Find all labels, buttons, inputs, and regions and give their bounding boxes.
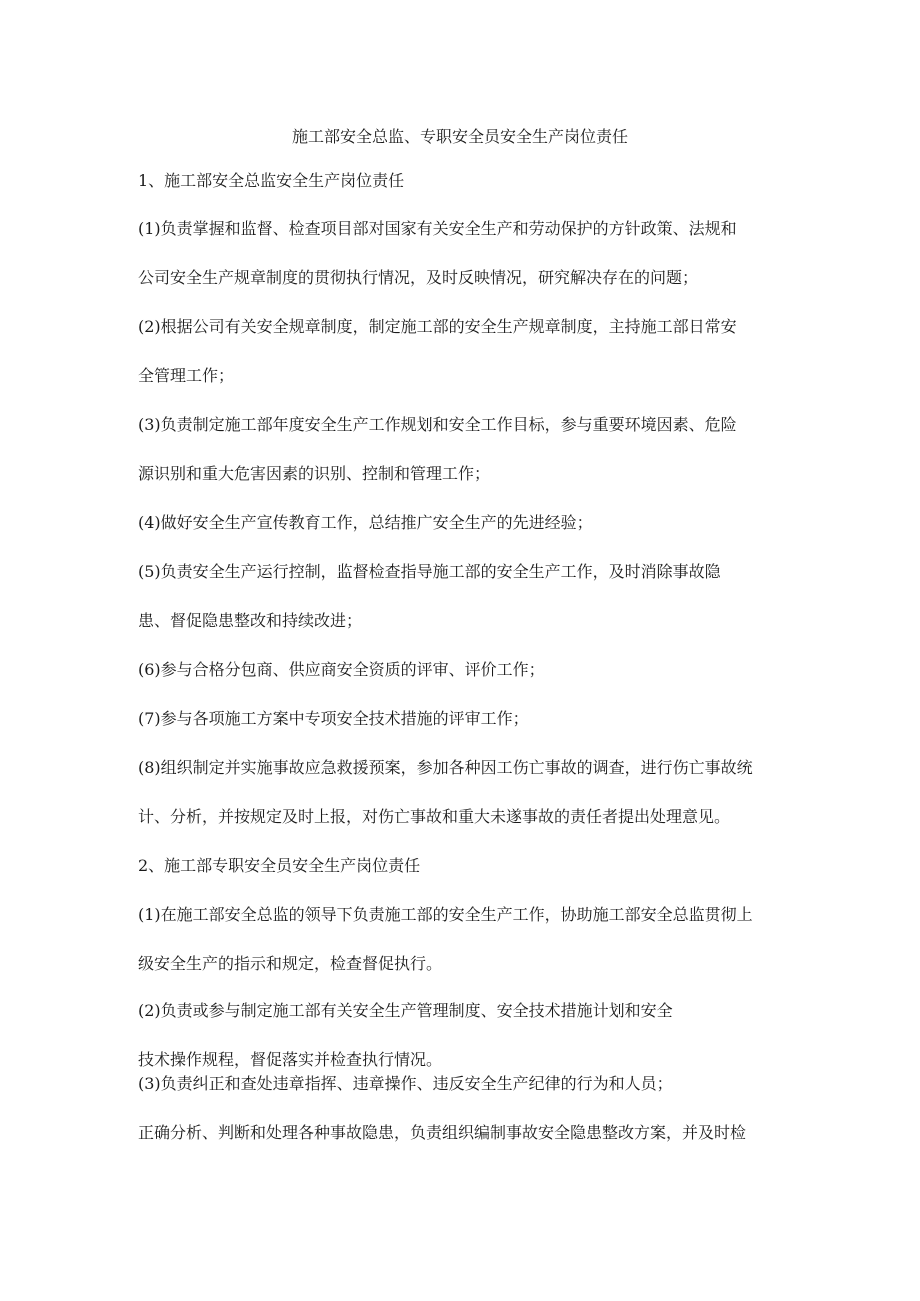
paragraph-line: (8)组织制定并实施事故应急救援预案，参加各种因工伤亡事故的调查，进行伤亡事故统 (138, 758, 753, 777)
paragraph-line: (1)在施工部安全总监的领导下负责施工部的安全生产工作，协助施工部安全总监贯彻上 (138, 905, 753, 924)
paragraph-line: 全管理工作； (138, 366, 235, 385)
paragraph-line: 患、督促隐患整改和持续改进； (138, 611, 363, 630)
section-heading-2: 2、施工部专职安全员安全生产岗位责任 (138, 856, 421, 875)
paragraph-line: (3)负责制定施工部年度安全生产工作规划和安全工作目标，参与重要环境因素、危险 (138, 415, 737, 434)
paragraph-line: (1)负责掌握和监督、检查项目部对国家有关安全生产和劳动保护的方针政策、法规和 (138, 219, 737, 238)
paragraph-line: 公司安全生产规章制度的贯彻执行情况，及时反映情况，研究解决存在的问题； (138, 268, 699, 287)
paragraph-line: (7)参与各项施工方案中专项安全技术措施的评审工作； (138, 709, 529, 728)
paragraph-line: 正确分析、判断和处理各种事故隐患，负责组织编制事故安全隐患整改方案，并及时检 (138, 1123, 747, 1142)
paragraph-line: 级安全生产的指示和规定，检查督促执行。 (138, 954, 443, 973)
paragraph-line: (4)做好安全生产宣传教育工作，总结推广安全生产的先进经验； (138, 513, 593, 532)
paragraph-line: (2)负责或参与制定施工部有关安全生产管理制度、安全技术措施计划和安全 (138, 1001, 673, 1020)
paragraph-line: 源识别和重大危害因素的识别、控制和管理工作； (138, 464, 491, 483)
paragraph-line: (6)参与合格分包商、供应商安全资质的评审、评价工作； (138, 660, 545, 679)
paragraph-line: (5)负责安全生产运行控制，监督检查指导施工部的安全生产工作，及时消除事故隐 (138, 562, 721, 581)
paragraph-line: 技术操作规程，督促落实并检查执行情况。 (138, 1050, 443, 1069)
document-title: 施工部安全总监、专职安全员安全生产岗位责任 (291, 127, 628, 146)
paragraph-line: 计、分析，并按规定及时上报，对伤亡事故和重大未遂事故的责任者提出处理意见。 (138, 807, 731, 826)
paragraph-line: (3)负责纠正和查处违章指挥、违章操作、违反安全生产纪律的行为和人员； (138, 1074, 673, 1093)
paragraph-line: (2)根据公司有关安全规章制度，制定施工部的安全生产规章制度，主持施工部日常安 (138, 317, 737, 336)
section-heading-1: 1、施工部安全总监安全生产岗位责任 (138, 171, 405, 190)
